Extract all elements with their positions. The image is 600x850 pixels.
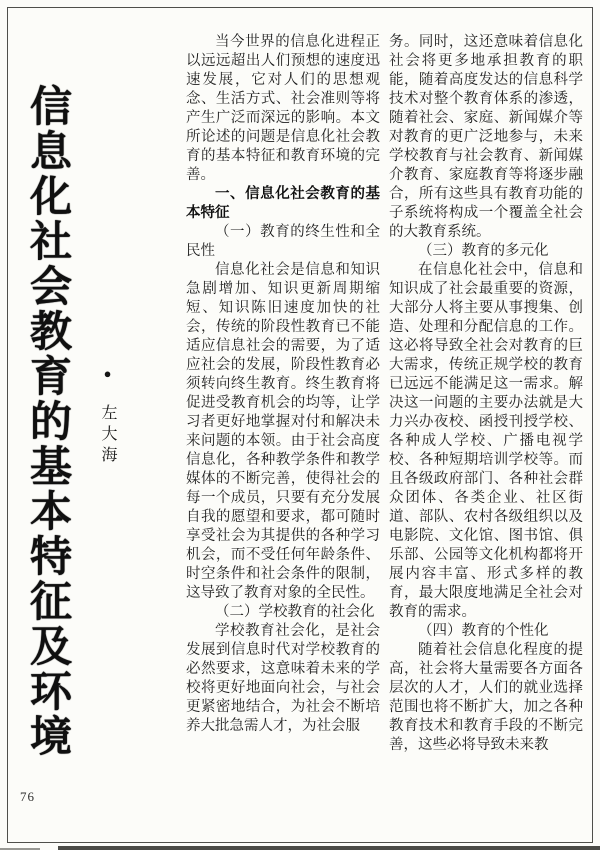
article-title: 信息化社会教育的基本特征及环境: [24, 84, 73, 759]
subsection-heading: （四）教育的个性化: [418, 623, 549, 639]
section-heading: 一、信息化社会教育的基本特征: [186, 186, 380, 221]
paragraph: 在信息化社会中，信息和知识成了社会最重要的资源，大部分人将主要从事搜集、创造、处理和分配信息的工作。这必将导致全社会对教育的巨大需求，传统正规学校的教育已远远不能满足这一需求。解决这一问题的主要办法就是大力兴办夜校、函授刊授学校、各种成人学校、广播电视学校、各种短期培训学校等。而且各级政府部门、各种社会群众团体、各类企业、社区街道、部队、农村各级组织以及电影院、文化馆、图书馆、俱乐部、公园等文化机构都将开展内容丰富、形式多样的教育，最大限度地满足全社会对教育的需求。: [389, 262, 583, 620]
author-block: [99, 366, 115, 467]
scan-artifact: [58, 846, 600, 850]
text-column-left: [186, 33, 380, 736]
subsection-heading: （一）教育的终生性和全民性: [186, 224, 380, 259]
author-name: 左大海: [99, 404, 116, 467]
intro-paragraph: 当今世界的信息化进程正以远远超出人们预想的速度迅速发展，它对人们的思想观念、生活方式、社会准则等将产生广泛而深远的影响。本文所论述的问题是信息化社会教育的基本特征和教育环境的完善。: [186, 34, 380, 183]
subsection-heading: （三）教育的多元化: [418, 243, 549, 259]
paragraph: 学校教育社会化，是社会发展到信息时代对学校教育的必然要求，这意味着未来的学校将更好地面向社会，与社会更紧密地结合，为社会不断培养大批急需人才，为社会服: [186, 623, 380, 734]
author-bullet-icon: ●: [100, 366, 115, 387]
text-column-right: [389, 33, 583, 755]
paragraph-continuation: 务。同时，这还意味着信息化社会将更多地承担教育的职能，随着高度发达的信息科学技术对整个教育体系的渗透，随着社会、家庭、新闻媒介等对教育的更广泛地参与，未来学校教育与社会教育、新闻媒介教育、家庭教育等将逐步融合，所有这些具有教育功能的子系统将构成一个覆盖全社会的大教育系统。: [389, 34, 583, 240]
page-number: 76: [20, 789, 35, 804]
paragraph: 随着社会信息化程度的提高，社会将大量需要各方面各层次的人才，人们的就业选择范围也将不断扩大，加之各种教育技术和教育手段的不断完善，这些必将导致未来教: [389, 642, 583, 753]
paragraph: 信息化社会是信息和知识急剧增加、知识更新周期缩短、知识陈旧速度加快的社会，传统的阶段性教育已不能适应信息社会的需要，为了适应社会的发展，阶段性教育必须转向终生教育。终生教育将促进受教育机会的均等，让学习者更好地掌握对付和解决未来问题的本领。由于社会高度信息化，各种教学条件和教学媒体的不断完善，使得社会的每一个成员，只要有充分发展自我的愿望和要求，都可随时享受社会为其提供的各种学习机会，而不受任何年龄条件、时空条件和社会条件的限制，这导致了教育对象的全民性。: [186, 262, 380, 601]
subsection-heading: （二）学校教育的社会化: [215, 604, 375, 620]
